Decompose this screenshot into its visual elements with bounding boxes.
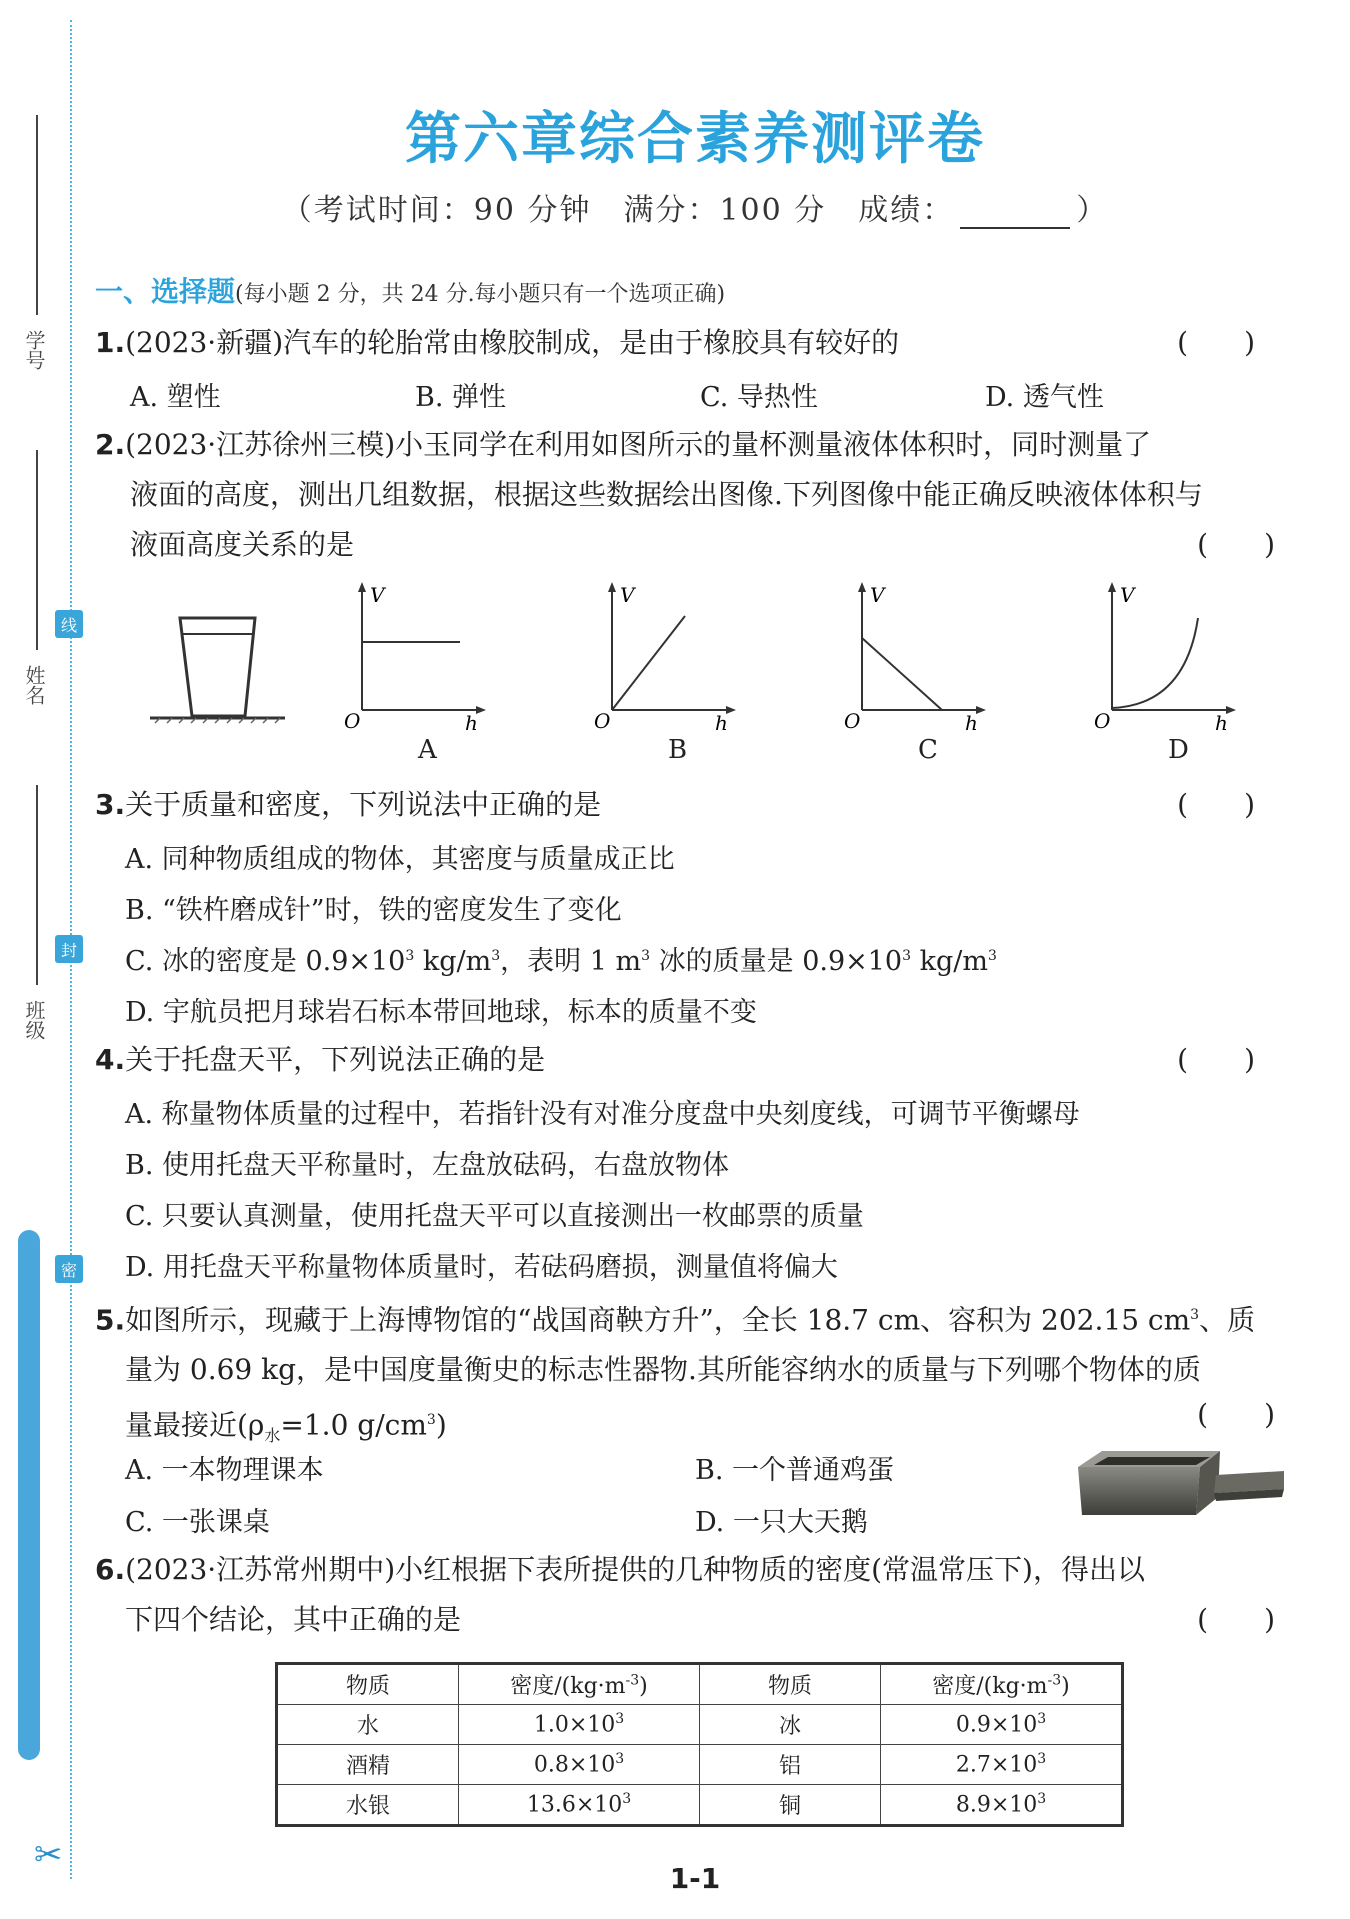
density-exp: 3 xyxy=(615,1751,625,1768)
header-density-2 xyxy=(881,1664,1123,1705)
density-value: 2.7×10 xyxy=(955,1752,1038,1778)
q5-option-c[interactable]: C. 一张课桌 xyxy=(125,1507,270,1538)
density-exp: 3 xyxy=(622,1791,632,1808)
student-id-label: 学号 xyxy=(22,330,46,370)
q3-c-exp4: 3 xyxy=(902,948,912,964)
table-row xyxy=(277,1785,1123,1826)
seal-line: 线 xyxy=(55,610,83,638)
density-exp: 3 xyxy=(1037,1791,1047,1808)
q3-c-exp3: 3 xyxy=(641,948,651,964)
q3-c-part4: 冰的质量是 0.9×10 xyxy=(650,946,903,977)
substance-cell: 水 xyxy=(277,1705,459,1745)
q5-option-d[interactable]: D. 一只大天鹅 xyxy=(695,1507,868,1538)
exam-info-text: （考试时间：90 分钟 满分：100 分 成绩： xyxy=(281,193,955,228)
answer-paren[interactable]: ( ) xyxy=(1197,1398,1275,1431)
density-value: 8.9×10 xyxy=(955,1792,1038,1818)
question-text: 关于质量和密度，下列说法中正确的是 xyxy=(125,788,602,821)
substance-cell: 冰 xyxy=(700,1705,881,1745)
q1-option-a[interactable]: A. 塑性 xyxy=(130,382,221,413)
density-cell xyxy=(881,1745,1123,1785)
graph-c-x-label: h xyxy=(965,711,978,730)
question-2 xyxy=(95,420,1275,570)
exam-info-close: ） xyxy=(1076,193,1109,228)
question-6 xyxy=(95,1545,1275,1645)
q1-option-b[interactable]: B. 弹性 xyxy=(415,382,507,413)
q3-c-exp1: 3 xyxy=(405,948,415,964)
name-blank xyxy=(36,450,38,650)
density-cell xyxy=(459,1705,700,1745)
question-text-line2: 量为 0.69 kg，是中国度量衡史的标志性器物.其所能容纳水的质量与下列哪个物体的质 xyxy=(125,1353,1201,1387)
q3-option-b[interactable]: B. “铁杵磨成针”时，铁的密度发生了变化 xyxy=(125,895,622,926)
graph-a xyxy=(340,580,490,730)
question-text-line1: (2023·江苏常州期中)小红根据下表所提供的几种物质的密度(常温常压下)，得出以 xyxy=(125,1553,1145,1586)
q3-c-part2: kg/m xyxy=(414,946,492,977)
scissors-icon: ✂ xyxy=(34,1835,63,1875)
header-density-exp: -3 xyxy=(625,1672,640,1689)
density-cell xyxy=(881,1705,1123,1745)
graph-d-label: D xyxy=(1168,735,1189,765)
graph-a-y-label: V xyxy=(370,583,385,607)
header-substance-1: 物质 xyxy=(277,1664,459,1705)
question-text: 关于托盘天平，下列说法正确的是 xyxy=(125,1043,546,1076)
class-label: 班级 xyxy=(22,1000,46,1040)
header-density-close: ) xyxy=(1061,1674,1070,1699)
density-cell xyxy=(881,1785,1123,1826)
rho-subscript: 水 xyxy=(264,1426,281,1446)
density-value: 13.6×10 xyxy=(526,1792,623,1818)
graph-b xyxy=(590,580,740,730)
answer-paren[interactable]: ( ) xyxy=(1177,1043,1255,1076)
table-header-row xyxy=(277,1664,1123,1705)
question-4 xyxy=(95,1035,1275,1085)
measuring-cup-figure xyxy=(150,610,290,725)
name-label: 姓名 xyxy=(22,665,46,705)
substance-cell: 铜 xyxy=(700,1785,881,1826)
answer-paren[interactable]: ( ) xyxy=(1177,326,1255,359)
graph-b-label: B xyxy=(668,735,688,765)
question-text-line3: 液面高度关系的是 xyxy=(130,528,355,561)
student-id-blank xyxy=(36,115,38,315)
substance-cell: 水银 xyxy=(277,1785,459,1826)
question-text-line2: 液面的高度，测出几组数据，根据这些数据绘出图像.下列图像中能正确反映液体体积与 xyxy=(130,478,1203,511)
graph-c-y-label: V xyxy=(870,583,885,607)
q3-c-part1: C. 冰的密度是 0.9×10 xyxy=(125,946,406,977)
density-table xyxy=(275,1662,1124,1827)
q3-c-exp2: 3 xyxy=(491,948,501,964)
graph-a-label: A xyxy=(418,735,437,765)
density-value: 1.0×10 xyxy=(533,1712,616,1738)
q3-option-d[interactable]: D. 宇航员把月球岩石标本带回地球，标本的质量不变 xyxy=(125,997,757,1028)
graph-b-origin: O xyxy=(594,709,611,730)
question-text-line2: 下四个结论，其中正确的是 xyxy=(125,1603,462,1636)
answer-paren[interactable]: ( ) xyxy=(1197,528,1275,561)
question-5 xyxy=(95,1290,1275,1461)
q4-option-a[interactable]: A. 称量物体质量的过程中，若指针没有对准分度盘中央刻度线，可调节平衡螺母 xyxy=(125,1099,1080,1130)
q1-option-c[interactable]: C. 导热性 xyxy=(700,382,818,413)
seal-secret: 密 xyxy=(55,1255,83,1283)
graph-d-x-label: h xyxy=(1215,711,1228,730)
density-value: 0.9×10 xyxy=(955,1712,1038,1738)
q3-c-part3: ，表明 1 m xyxy=(500,946,642,977)
shang-yang-measure-image xyxy=(1070,1445,1290,1520)
graph-d xyxy=(1090,580,1240,730)
q5-exp2: 3 xyxy=(426,1412,436,1429)
section-heading xyxy=(95,270,725,310)
class-blank xyxy=(36,785,38,985)
q3-option-a[interactable]: A. 同种物质组成的物体，其密度与质量成正比 xyxy=(125,844,675,875)
q4-option-d[interactable]: D. 用托盘天平称量物体质量时，若砝码磨损，测量值将偏大 xyxy=(125,1252,838,1283)
graph-c-origin: O xyxy=(844,709,861,730)
question-number: 6. xyxy=(95,1553,126,1586)
table-row xyxy=(277,1745,1123,1785)
header-density-1 xyxy=(459,1664,700,1705)
side-banner xyxy=(18,1230,40,1760)
density-cell xyxy=(459,1785,700,1826)
graph-b-y-label: V xyxy=(620,583,635,607)
q5-exp1: 3 xyxy=(1190,1307,1200,1323)
exam-info xyxy=(95,185,1295,229)
graph-c-label: C xyxy=(918,735,938,765)
section-note: (每小题 2 分，共 24 分.每小题只有一个选项正确) xyxy=(235,282,726,307)
q3-option-c[interactable] xyxy=(125,939,997,978)
q4-option-b[interactable]: B. 使用托盘天平称量时，左盘放砝码，右盘放物体 xyxy=(125,1150,730,1181)
question-text-line3-b: =1.0 g/cm xyxy=(280,1408,427,1442)
graph-c xyxy=(840,580,990,730)
header-density-close: ) xyxy=(639,1674,648,1699)
substance-cell: 铝 xyxy=(700,1745,881,1785)
page-number: 1-1 xyxy=(669,1862,721,1895)
binding-margin xyxy=(0,0,80,1919)
question-3 xyxy=(95,780,1275,830)
graph-a-origin: O xyxy=(344,709,361,730)
header-density-exp: -3 xyxy=(1047,1672,1062,1689)
question-text-line3: 量最接近(ρ xyxy=(125,1408,265,1442)
question-text-line3-c: ) xyxy=(435,1408,447,1442)
header-density-text: 密度/(kg·m xyxy=(510,1674,626,1699)
seal-seal: 封 xyxy=(55,935,83,963)
graph-d-y-label: V xyxy=(1120,583,1135,607)
question-1 xyxy=(95,318,1275,368)
question-text-line1: (2023·江苏徐州三模)小玉同学在利用如图所示的量杯测量液体体积时，同时测量了 xyxy=(125,428,1152,461)
question-number: 1. xyxy=(95,326,126,359)
question-text-line1: 如图所示，现藏于上海博物馆的“战国商鞅方升”，全长 18.7 cm、容积为 202.15 cm xyxy=(125,1303,1191,1337)
q4-option-c[interactable]: C. 只要认真测量，使用托盘天平可以直接测出一枚邮票的质量 xyxy=(125,1201,864,1232)
q3-c-exp5: 3 xyxy=(987,948,997,964)
section-label: 一、选择题 xyxy=(95,275,236,308)
header-density-text: 密度/(kg·m xyxy=(932,1674,1048,1699)
graph-a-x-label: h xyxy=(465,711,478,730)
graph-b-x-label: h xyxy=(715,711,728,730)
q5-option-a[interactable]: A. 一本物理课本 xyxy=(125,1455,324,1486)
density-value: 0.8×10 xyxy=(533,1752,616,1778)
q3-c-part5: kg/m xyxy=(911,946,988,977)
question-number: 3. xyxy=(95,788,126,821)
answer-paren[interactable]: ( ) xyxy=(1177,788,1255,821)
density-exp: 3 xyxy=(1037,1711,1047,1728)
density-exp: 3 xyxy=(615,1711,625,1728)
graph-d-origin: O xyxy=(1094,709,1111,730)
q5-option-b[interactable]: B. 一个普通鸡蛋 xyxy=(695,1455,895,1486)
density-cell xyxy=(459,1745,700,1785)
answer-paren[interactable]: ( ) xyxy=(1197,1603,1275,1636)
question-number: 2. xyxy=(95,428,126,461)
question-text-line1-end: 、质 xyxy=(1199,1303,1256,1337)
table-row xyxy=(277,1705,1123,1745)
density-exp: 3 xyxy=(1037,1751,1047,1768)
score-blank[interactable] xyxy=(960,203,1070,229)
question-text: (2023·新疆)汽车的轮胎常由橡胶制成，是由于橡胶具有较好的 xyxy=(125,326,900,359)
question-number: 5. xyxy=(95,1303,126,1337)
page-title: 第六章综合素养测评卷 xyxy=(405,106,985,172)
header-substance-2: 物质 xyxy=(700,1664,881,1705)
substance-cell: 酒精 xyxy=(277,1745,459,1785)
q1-option-d[interactable]: D. 透气性 xyxy=(985,382,1104,413)
question-number: 4. xyxy=(95,1043,126,1076)
